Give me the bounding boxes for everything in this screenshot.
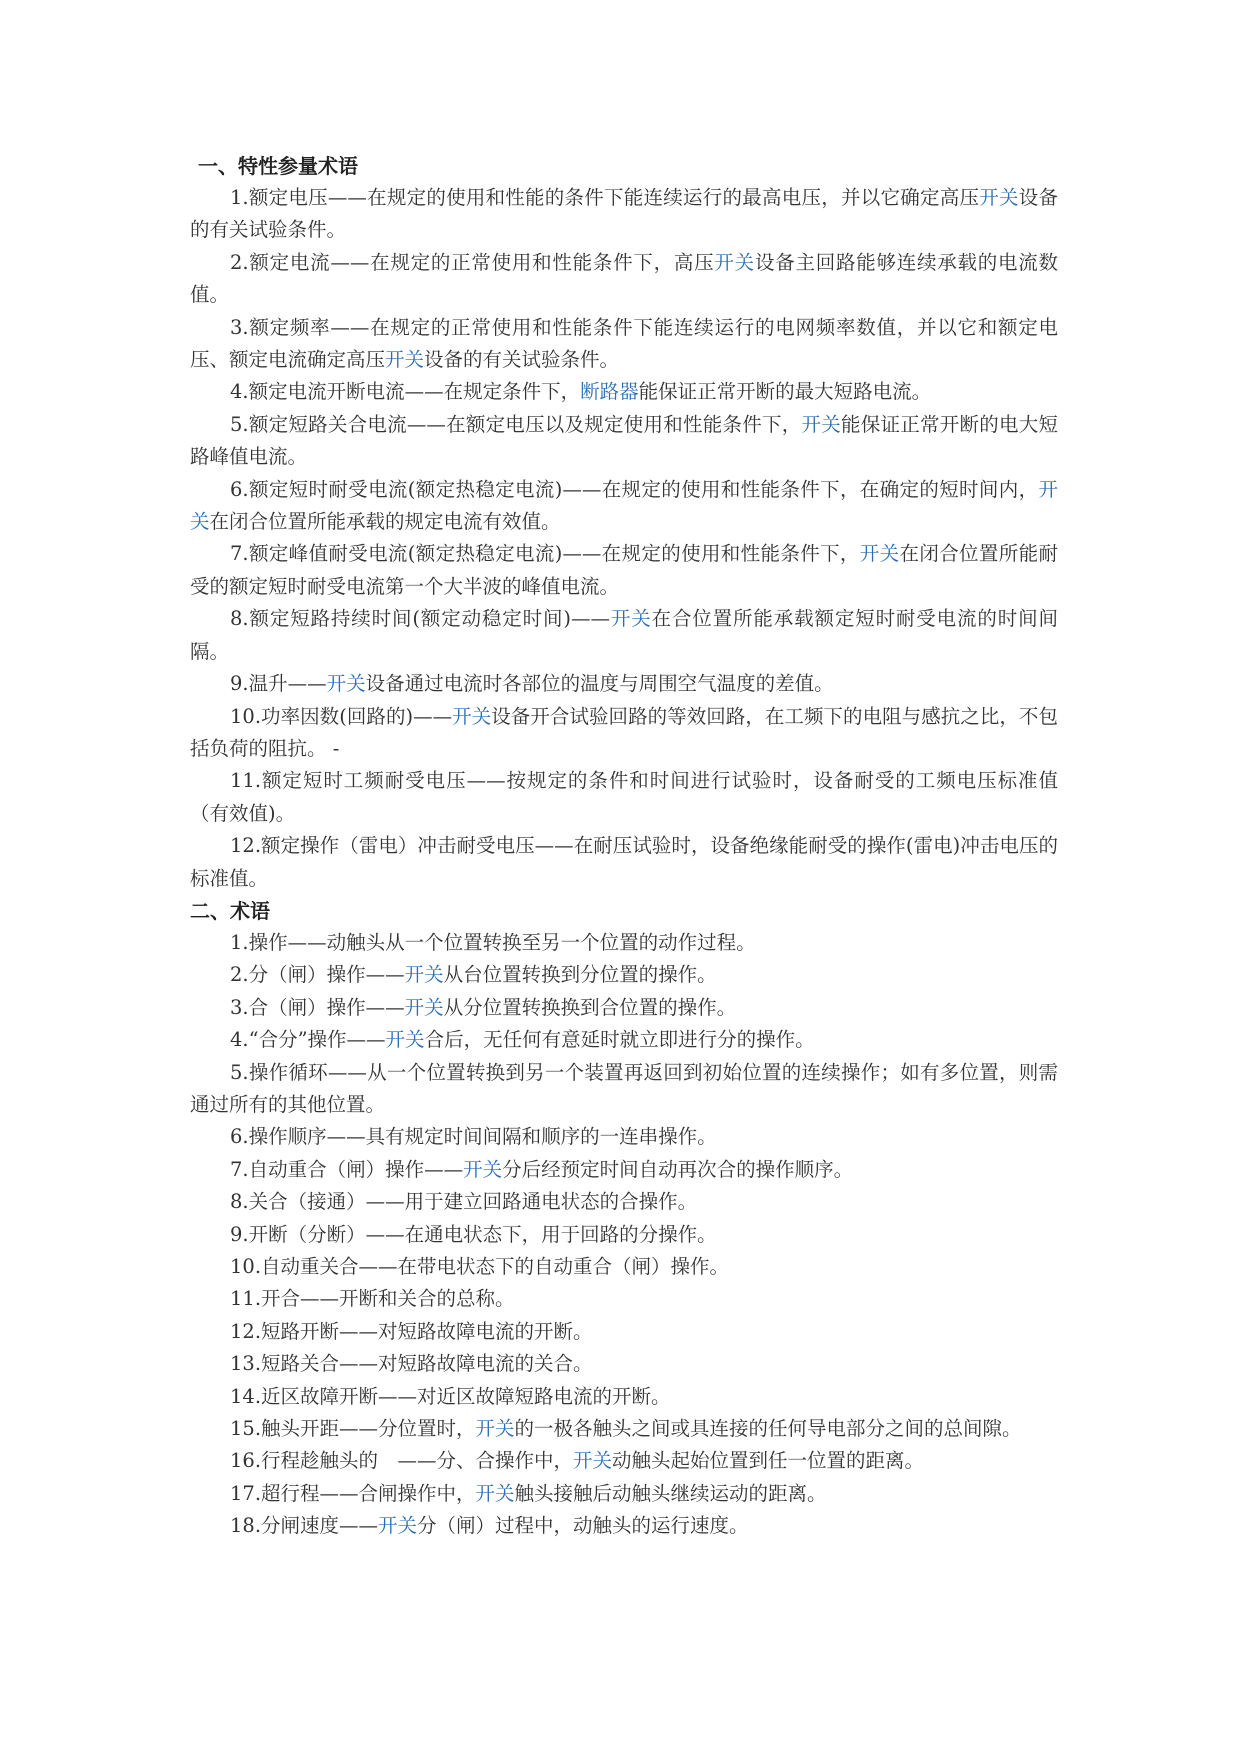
term-text: 从台位置转换到分位置的操作。 xyxy=(443,963,717,987)
term-text: 动触头起始位置到任一位置的距离。 xyxy=(612,1449,925,1473)
term-text: 10.自动重关合——在带电状态下的自动重合（闸）操作。 xyxy=(230,1255,730,1278)
term-rated-voltage xyxy=(190,182,1058,247)
term-text: 15.触头开距——分位置时， xyxy=(230,1417,476,1441)
keyword-link-switch[interactable]: 开关 xyxy=(326,672,366,696)
term-switching xyxy=(190,1283,1058,1315)
term-text: 设备的有关试验条件。 xyxy=(190,186,1058,242)
term-auto-reclosing-live xyxy=(190,1251,1058,1283)
section-heading-characteristic-parameters: 一、特性参量术语 xyxy=(198,154,358,178)
term-rated-frequency xyxy=(190,312,1058,377)
term-text: 分后经预定时间自动再次合的操作顺序。 xyxy=(502,1157,854,1181)
term-text: 2.分（闸）操作—— xyxy=(230,963,405,987)
keyword-link-switch[interactable]: 开关 xyxy=(378,1514,418,1538)
term-text: 4.“合分”操作—— xyxy=(230,1028,386,1052)
term-text: 3.合（闸）操作—— xyxy=(230,995,405,1019)
term-text: 5.额定短路关合电流——在额定电压以及规定使用和性能条件下， xyxy=(230,412,802,436)
term-text: 1.操作——动触头从一个位置转换至另一个位置的动作过程。 xyxy=(230,930,756,954)
term-text: 设备主回路能够连续承载的电流数值。 xyxy=(190,250,1058,307)
keyword-link-switch[interactable]: 开关 xyxy=(859,542,900,566)
term-text: 14.近区故障开断——对近区故障短路电流的开断。 xyxy=(230,1384,671,1408)
term-temperature-rise xyxy=(190,668,1058,700)
term-text: 3.额定频率——在规定的正常使用和性能条件下能连续运行的电网频率数值，并以它和额定电压、额定电流确定高压 xyxy=(190,315,1058,372)
term-rated-impulse-withstand-voltage xyxy=(190,830,1058,895)
keyword-link-switch[interactable]: 开关 xyxy=(385,348,425,372)
keyword-link-circuit-breaker[interactable]: 断路器 xyxy=(580,380,639,404)
term-text: 分（闸）过程中，动触头的运行速度。 xyxy=(417,1514,749,1538)
term-text: 设备的有关试验条件。 xyxy=(424,348,620,372)
term-text: 在闭合位置所能耐受的额定短时耐受电流第一个大半波的峰值电流。 xyxy=(190,542,1058,598)
term-contact-travel xyxy=(190,1445,1058,1477)
term-text: 2.额定电流——在规定的正常使用和性能条件下，高压 xyxy=(230,250,715,274)
document-body xyxy=(190,150,1058,1543)
term-text: 6.操作顺序——具有规定时间间隔和顺序的一连串操作。 xyxy=(230,1125,717,1149)
term-text: 16.行程趁触头的 ——分、合操作中， xyxy=(230,1449,574,1473)
term-rated-peak-withstand-current xyxy=(190,538,1058,603)
term-opening-speed xyxy=(190,1510,1058,1542)
term-text: 在合位置所能承载额定短时耐受电流的时间间隔。 xyxy=(190,607,1058,663)
term-rated-power-frequency-withstand-voltage xyxy=(190,765,1058,830)
term-operating-sequence xyxy=(190,1121,1058,1153)
term-text: 12.额定操作（雷电）冲击耐受电压——在耐压试验时，设备绝缘能耐受的操作(雷电)冲击电压的标准值。 xyxy=(190,834,1058,890)
term-text: 在闭合位置所能承载的规定电流有效值。 xyxy=(209,510,561,534)
term-text: 合后，无任何有意延时就立即进行分的操作。 xyxy=(424,1028,815,1052)
term-text: 8.额定短路持续时间(额定动稳定时间)—— xyxy=(230,607,610,631)
term-text: 17.超行程——合闸操作中， xyxy=(230,1481,476,1505)
term-rated-breaking-current xyxy=(190,376,1058,408)
term-text: 7.自动重合（闸）操作—— xyxy=(230,1157,464,1181)
keyword-link-switch[interactable]: 开关 xyxy=(573,1449,613,1473)
term-text: 1.额定电压——在规定的使用和性能的条件下能连续运行的最高电压，并以它确定高压 xyxy=(230,186,980,209)
term-text: 7.额定峰值耐受电流(额定热稳定电流)——在规定的使用和性能条件下， xyxy=(230,542,860,566)
term-text: 10.功率因数(回路的)—— xyxy=(230,704,453,728)
term-contact-gap xyxy=(190,1413,1058,1445)
keyword-link-switch[interactable]: 开关 xyxy=(190,477,1058,534)
term-auto-reclosing xyxy=(190,1154,1058,1186)
term-text: 11.额定短时工频耐受电压——按规定的条件和时间进行试验时，设备耐受的工频电压标准值（有效值)。 xyxy=(190,769,1058,825)
term-close-open-operation xyxy=(190,1024,1058,1056)
term-text: 5.操作循环——从一个位置转换到另一个装置再返回到初始位置的连续操作；如有多位置，则需通过所有的其他位置。 xyxy=(190,1060,1058,1116)
term-rated-short-time-withstand-current xyxy=(190,474,1058,539)
term-text: 12.短路开断——对短路故障电流的开断。 xyxy=(230,1319,593,1343)
term-text: 9.温升—— xyxy=(230,672,327,696)
term-operating-cycle xyxy=(190,1057,1058,1122)
term-opening-operation xyxy=(190,959,1058,991)
term-closing-operation xyxy=(190,992,1058,1024)
term-operation xyxy=(190,927,1058,959)
keyword-link-switch[interactable]: 开关 xyxy=(475,1417,515,1441)
term-text: 触头接触后动触头继续运动的距离。 xyxy=(514,1481,827,1505)
term-text: 9.开断（分断）——在通电状态下，用于回路的分操作。 xyxy=(230,1222,717,1246)
keyword-link-switch[interactable]: 开关 xyxy=(404,995,444,1019)
term-text: 从分位置转换换到合位置的操作。 xyxy=(443,995,737,1019)
term-text: 13.短路关合——对短路故障电流的关合。 xyxy=(230,1352,593,1376)
term-rated-short-circuit-making-current xyxy=(190,409,1058,474)
term-rated-short-circuit-duration xyxy=(190,603,1058,668)
keyword-link-switch[interactable]: 开关 xyxy=(452,704,492,728)
keyword-link-switch[interactable]: 开关 xyxy=(714,250,755,274)
keyword-link-switch[interactable]: 开关 xyxy=(979,186,1019,209)
term-short-circuit-making xyxy=(190,1348,1058,1380)
term-rated-current xyxy=(190,247,1058,312)
term-making xyxy=(190,1186,1058,1218)
keyword-link-switch[interactable]: 开关 xyxy=(609,607,652,631)
term-text: 的一极各触头之间或具连接的任何导电部分之间的总间隙。 xyxy=(514,1417,1022,1441)
term-text: 11.开合——开断和关合的总称。 xyxy=(230,1287,515,1311)
term-power-factor xyxy=(190,701,1058,766)
term-text: 8.关合（接通）——用于建立回路通电状态的合操作。 xyxy=(230,1190,698,1214)
term-text: 能保证正常开断的电大短路峰值电流。 xyxy=(190,412,1058,469)
keyword-link-switch[interactable]: 开关 xyxy=(463,1157,503,1181)
term-short-line-fault-breaking xyxy=(190,1381,1058,1413)
term-overtravel xyxy=(190,1478,1058,1510)
term-text: 设备通过电流时各部位的温度与周围空气温度的差值。 xyxy=(365,672,834,696)
keyword-link-switch[interactable]: 开关 xyxy=(801,412,842,436)
term-text: 18.分闸速度—— xyxy=(230,1514,379,1538)
term-text: 设备开合试验回路的等效回路，在工频下的电阻与感抗之比，不包括负荷的阻抗。 - xyxy=(190,704,1058,760)
keyword-link-switch[interactable]: 开关 xyxy=(475,1481,515,1505)
term-text: 能保证正常开断的最大短路电流。 xyxy=(638,380,932,404)
term-breaking xyxy=(190,1219,1058,1251)
term-text: 4.额定电流开断电流——在规定条件下， xyxy=(230,380,581,404)
keyword-link-switch[interactable]: 开关 xyxy=(385,1028,425,1052)
section-heading-terms: 二、术语 xyxy=(190,898,270,923)
keyword-link-switch[interactable]: 开关 xyxy=(404,963,444,987)
term-text: 6.额定短时耐受电流(额定热稳定电流)——在规定的使用和性能条件下，在确定的短时间内， xyxy=(230,477,1039,501)
term-short-circuit-breaking xyxy=(190,1316,1058,1348)
